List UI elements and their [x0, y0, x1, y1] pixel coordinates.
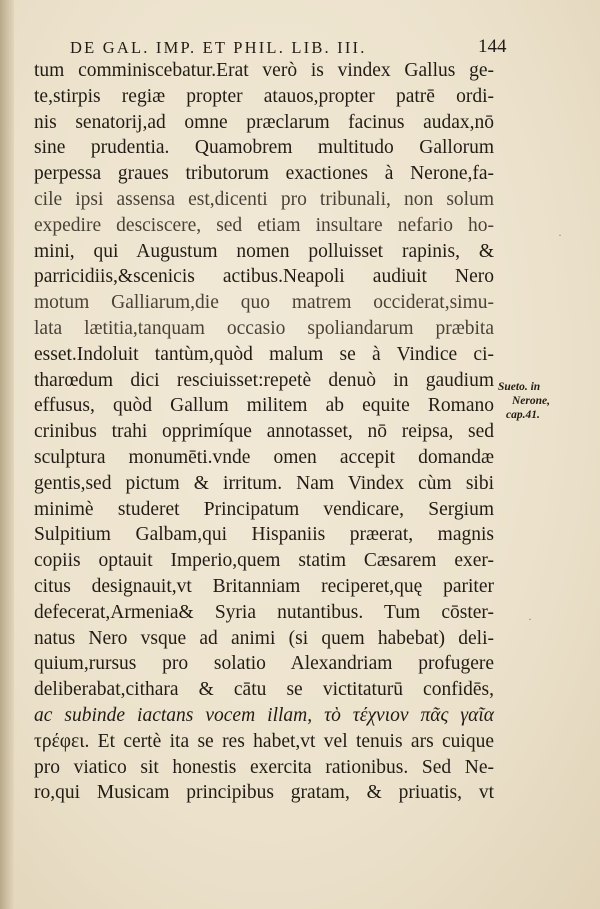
text-line: te,stirpis regiæ propter atauos,propter patrē ordi-	[34, 85, 494, 107]
text-line: minimè studeret Principatum vendicare, Sergium	[34, 498, 494, 520]
text-line: tharœdum dici resciuisset:repetè denuò in gaudium	[34, 369, 494, 391]
text-line: gentis,sed pictum & irritum. Nam Vindex cùm sibi	[34, 472, 494, 494]
margin-note-line: Nerone,	[512, 395, 551, 407]
text-line: natus Nero vsque ad animi (si quem habebat) deli-	[34, 627, 494, 649]
running-head: DE GAL. IMP. ET PHIL. LIB. III.	[70, 38, 367, 57]
body-text	[34, 58, 494, 806]
text-line: citus designauit,vt Britanniam reciperet,quę pariter	[34, 575, 494, 597]
text-line: parricidiis,&scenicis actibus.Neapoli audiuit Nero	[34, 266, 494, 288]
text-line: perpessa graues tributorum exactiones à Nerone,fa-	[34, 163, 494, 185]
text-line: sculptura monumēti.vnde omen accepit domandæ	[34, 446, 494, 468]
text-line: copiis optauit Imperio,quem statim Cæsarem exer-	[34, 550, 494, 572]
text-line: effusus, quòd Gallum militem ab equite Romano	[34, 395, 494, 417]
page-number: 144	[478, 36, 507, 57]
ink-mark: ·	[558, 228, 562, 242]
text-line: ro,qui Musicam principibus gratam, & priuatis, vt	[34, 782, 494, 804]
margin-note-line: cap.41.	[506, 409, 540, 421]
text-line: Sulpitium Galbam,qui Hispaniis præerat, magnis	[34, 524, 494, 546]
text-line: cile ipsi assensa est,dicenti pro tribunali, non solum	[34, 188, 494, 210]
margin-note-line: Sueto. in	[498, 381, 541, 393]
text-line: tum comminiscebatur.Erat verò is vindex Gallus ge-	[34, 60, 494, 81]
binding-gutter	[0, 0, 14, 909]
text-line: τρέφει. Et certè ita se res habet,vt vel tenuis ars cuique	[34, 730, 494, 752]
text-line: deliberabat,cithara & cātu se victitaturū confidēs,	[34, 679, 494, 701]
text-line: pro viatico sit honestis exercita rationibus. Sed Ne-	[34, 756, 494, 778]
text-line: esset.Indoluit tantùm,quòd malum se à Vindice ci-	[34, 343, 494, 365]
text-line: defecerat,Armenia& Syria nutantibus. Tum cōster-	[34, 601, 494, 623]
text-line: crinibus trahi opprimíque annotasset, nō reipsa, sed	[34, 421, 494, 443]
text-line: ac subinde iactans vocem illam, τὸ τέχνιον πᾶς γαῖα	[34, 704, 494, 726]
text-line: nis senatorij,ad omne præclarum facinus audax,nō	[34, 111, 494, 133]
text-line: expedire desciscere, sed etiam insultare nefario ho-	[34, 214, 494, 236]
text-line: lata lætitia,tanquam occasio spoliandarum præbita	[34, 317, 494, 339]
text-line: quium,rursus pro solatio Alexandriam profugere	[34, 653, 494, 675]
ink-mark: ·	[528, 612, 532, 626]
text-line: motum Galliarum,die quo matrem occiderat,simu-	[34, 292, 494, 314]
text-line: sine prudentia. Quamobrem multitudo Gallorum	[34, 137, 494, 159]
text-line: mini, qui Augustum nomen polluisset rapinis, &	[34, 240, 494, 262]
